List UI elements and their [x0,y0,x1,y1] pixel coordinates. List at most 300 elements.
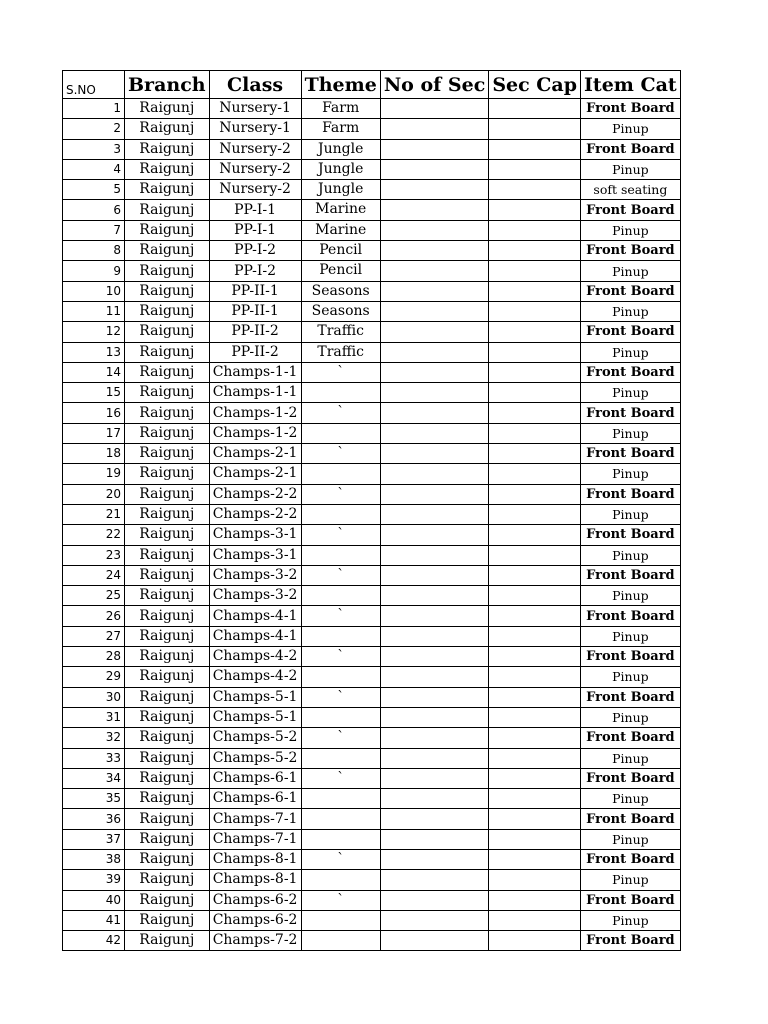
cell-item-cat: Front Board [581,931,681,951]
cell-no-of-sec [380,849,489,869]
cell-sec-cap [489,200,581,220]
cell-branch: Raigunj [125,281,210,301]
cell-item-cat: Pinup [581,870,681,890]
cell-item-cat: Front Board [581,241,681,261]
cell-branch: Raigunj [125,403,210,423]
cell-no-of-sec [380,728,489,748]
cell-class: Champs-1-1 [209,383,301,403]
cell-theme: Farm [301,119,380,139]
cell-no-of-sec [380,383,489,403]
cell-branch: Raigunj [125,626,210,646]
cell-sec-cap [489,931,581,951]
cell-sec-cap [489,403,581,423]
cell-branch: Raigunj [125,464,210,484]
cell-no-of-sec [380,484,489,504]
table-row [63,362,681,382]
cell-sec-cap [489,768,581,788]
cell-sno: 40 [63,890,125,910]
cell-item-cat: Front Board [581,728,681,748]
cell-branch: Raigunj [125,423,210,443]
cell-class: Champs-6-1 [209,789,301,809]
cell-item-cat: Front Board [581,139,681,159]
cell-no-of-sec [380,789,489,809]
table-row [63,525,681,545]
cell-item-cat: Pinup [581,667,681,687]
cell-sec-cap [489,890,581,910]
cell-sec-cap [489,728,581,748]
cell-item-cat: Front Board [581,890,681,910]
table-body [63,99,681,951]
cell-branch: Raigunj [125,647,210,667]
cell-sec-cap [489,383,581,403]
cell-sno: 15 [63,383,125,403]
cell-theme: Pencil [301,261,380,281]
cell-no-of-sec [380,200,489,220]
cell-no-of-sec [380,910,489,930]
cell-no-of-sec [380,139,489,159]
cell-item-cat: Front Board [581,200,681,220]
cell-branch: Raigunj [125,362,210,382]
cell-no-of-sec [380,667,489,687]
table-row [63,423,681,443]
cell-branch: Raigunj [125,667,210,687]
cell-theme [301,789,380,809]
cell-sno: 8 [63,241,125,261]
cell-item-cat: Pinup [581,545,681,565]
cell-class: Champs-1-2 [209,423,301,443]
cell-no-of-sec [380,99,489,119]
cell-no-of-sec [380,342,489,362]
cell-branch: Raigunj [125,525,210,545]
cell-no-of-sec [380,647,489,667]
cell-sec-cap [489,870,581,890]
cell-sno: 31 [63,707,125,727]
cell-class: Champs-8-1 [209,870,301,890]
cell-class: Champs-7-1 [209,829,301,849]
cell-theme: ` [301,565,380,585]
cell-sec-cap [489,322,581,342]
cell-item-cat: Pinup [581,464,681,484]
cell-branch: Raigunj [125,139,210,159]
cell-item-cat: Pinup [581,586,681,606]
cell-sno: 21 [63,504,125,524]
header-item-cat: Item Cat [581,71,681,99]
cell-branch: Raigunj [125,444,210,464]
cell-sno: 30 [63,687,125,707]
cell-sec-cap [489,545,581,565]
cell-theme [301,931,380,951]
cell-branch: Raigunj [125,180,210,200]
table-row [63,220,681,240]
cell-branch: Raigunj [125,606,210,626]
table-row [63,545,681,565]
cell-class: Champs-3-1 [209,525,301,545]
table-row [63,707,681,727]
cell-class: Champs-5-2 [209,728,301,748]
cell-sec-cap [489,707,581,727]
cell-no-of-sec [380,748,489,768]
table-row [63,687,681,707]
cell-item-cat: Pinup [581,910,681,930]
cell-sec-cap [489,261,581,281]
cell-theme: Traffic [301,322,380,342]
cell-no-of-sec [380,322,489,342]
cell-branch: Raigunj [125,870,210,890]
cell-sno: 6 [63,200,125,220]
cell-class: Champs-4-1 [209,606,301,626]
cell-no-of-sec [380,768,489,788]
cell-sno: 19 [63,464,125,484]
cell-sec-cap [489,565,581,585]
cell-item-cat: Front Board [581,403,681,423]
header-theme: Theme [301,71,380,99]
cell-branch: Raigunj [125,931,210,951]
cell-sno: 1 [63,99,125,119]
cell-theme [301,423,380,443]
table-row [63,565,681,585]
cell-theme: Farm [301,99,380,119]
cell-branch: Raigunj [125,119,210,139]
cell-no-of-sec [380,809,489,829]
cell-theme [301,626,380,646]
cell-sec-cap [489,281,581,301]
cell-theme [301,910,380,930]
cell-sec-cap [489,484,581,504]
table-row [63,444,681,464]
cell-item-cat: Pinup [581,261,681,281]
header-sno: S.NO [63,71,125,99]
cell-sec-cap [489,220,581,240]
cell-sno: 29 [63,667,125,687]
table-row [63,180,681,200]
header-no-of-sec: No of Sec [380,71,489,99]
cell-theme [301,586,380,606]
header-class: Class [209,71,301,99]
cell-class: Nursery-2 [209,159,301,179]
cell-sno: 20 [63,484,125,504]
cell-branch: Raigunj [125,707,210,727]
table-row [63,667,681,687]
table-row [63,626,681,646]
cell-item-cat: Pinup [581,383,681,403]
cell-item-cat: Pinup [581,220,681,240]
cell-branch: Raigunj [125,504,210,524]
cell-sec-cap [489,910,581,930]
cell-class: Champs-1-1 [209,362,301,382]
table-row [63,768,681,788]
table-row [63,849,681,869]
cell-theme: ` [301,849,380,869]
cell-theme: Pencil [301,241,380,261]
cell-sec-cap [489,99,581,119]
table-row [63,789,681,809]
cell-theme [301,383,380,403]
cell-class: Champs-4-2 [209,647,301,667]
cell-theme [301,748,380,768]
cell-sec-cap [489,525,581,545]
cell-sno: 37 [63,829,125,849]
cell-sno: 33 [63,748,125,768]
table-row [63,464,681,484]
cell-no-of-sec [380,261,489,281]
cell-class: Champs-8-1 [209,849,301,869]
cell-item-cat: Pinup [581,748,681,768]
cell-branch: Raigunj [125,809,210,829]
cell-item-cat: Front Board [581,444,681,464]
cell-branch: Raigunj [125,748,210,768]
cell-item-cat: Front Board [581,647,681,667]
cell-class: Champs-5-1 [209,687,301,707]
cell-no-of-sec [380,220,489,240]
cell-theme: Marine [301,220,380,240]
cell-sno: 3 [63,139,125,159]
cell-item-cat: Pinup [581,342,681,362]
table-row [63,99,681,119]
cell-sec-cap [489,667,581,687]
table-row [63,586,681,606]
cell-branch: Raigunj [125,220,210,240]
cell-sec-cap [489,748,581,768]
cell-no-of-sec [380,707,489,727]
cell-sno: 9 [63,261,125,281]
cell-sno: 22 [63,525,125,545]
table-row [63,504,681,524]
table-row [63,383,681,403]
cell-theme: ` [301,890,380,910]
cell-no-of-sec [380,119,489,139]
cell-item-cat: Front Board [581,484,681,504]
cell-sec-cap [489,626,581,646]
cell-sno: 41 [63,910,125,930]
cell-branch: Raigunj [125,890,210,910]
cell-item-cat: Pinup [581,707,681,727]
cell-theme: ` [301,606,380,626]
cell-sec-cap [489,586,581,606]
cell-sno: 23 [63,545,125,565]
cell-class: Champs-2-1 [209,444,301,464]
cell-theme [301,464,380,484]
table-row [63,281,681,301]
cell-branch: Raigunj [125,342,210,362]
cell-class: PP-II-1 [209,281,301,301]
cell-class: Champs-5-2 [209,748,301,768]
cell-sec-cap [489,504,581,524]
cell-theme: ` [301,768,380,788]
cell-theme: ` [301,728,380,748]
cell-theme: ` [301,647,380,667]
table-row [63,647,681,667]
cell-theme [301,504,380,524]
cell-sec-cap [489,606,581,626]
header-sec-cap: Sec Cap [489,71,581,99]
cell-branch: Raigunj [125,99,210,119]
header-branch: Branch [125,71,210,99]
cell-item-cat: Front Board [581,281,681,301]
cell-sno: 5 [63,180,125,200]
table-row [63,890,681,910]
cell-no-of-sec [380,423,489,443]
cell-sec-cap [489,119,581,139]
cell-branch: Raigunj [125,322,210,342]
cell-no-of-sec [380,525,489,545]
classroom-items-table [62,70,681,951]
cell-no-of-sec [380,504,489,524]
cell-theme: Marine [301,200,380,220]
cell-item-cat: Front Board [581,322,681,342]
cell-no-of-sec [380,281,489,301]
cell-no-of-sec [380,545,489,565]
cell-branch: Raigunj [125,545,210,565]
cell-branch: Raigunj [125,728,210,748]
cell-theme: ` [301,484,380,504]
cell-class: PP-I-1 [209,220,301,240]
table-row [63,403,681,423]
cell-branch: Raigunj [125,910,210,930]
cell-sno: 11 [63,301,125,321]
cell-sno: 42 [63,931,125,951]
table-row [63,200,681,220]
cell-no-of-sec [380,565,489,585]
cell-class: PP-II-2 [209,342,301,362]
table-row [63,931,681,951]
cell-class: Champs-7-1 [209,809,301,829]
cell-sno: 25 [63,586,125,606]
cell-no-of-sec [380,606,489,626]
cell-sec-cap [489,342,581,362]
cell-branch: Raigunj [125,586,210,606]
table-row [63,484,681,504]
cell-branch: Raigunj [125,565,210,585]
cell-sno: 36 [63,809,125,829]
cell-branch: Raigunj [125,261,210,281]
cell-theme [301,667,380,687]
cell-item-cat: soft seating [581,180,681,200]
table-row [63,301,681,321]
cell-sno: 7 [63,220,125,240]
cell-theme [301,707,380,727]
cell-sec-cap [489,464,581,484]
cell-no-of-sec [380,931,489,951]
cell-no-of-sec [380,403,489,423]
cell-class: Champs-4-1 [209,626,301,646]
cell-class: Champs-6-1 [209,768,301,788]
cell-branch: Raigunj [125,200,210,220]
cell-branch: Raigunj [125,301,210,321]
cell-sec-cap [489,444,581,464]
cell-class: Champs-7-2 [209,931,301,951]
cell-branch: Raigunj [125,383,210,403]
cell-class: PP-II-2 [209,322,301,342]
cell-branch: Raigunj [125,789,210,809]
cell-class: Champs-3-2 [209,586,301,606]
cell-item-cat: Pinup [581,159,681,179]
cell-theme: Jungle [301,180,380,200]
cell-sno: 13 [63,342,125,362]
cell-no-of-sec [380,890,489,910]
cell-sno: 12 [63,322,125,342]
cell-class: Champs-6-2 [209,890,301,910]
cell-sno: 4 [63,159,125,179]
cell-no-of-sec [380,687,489,707]
table-row [63,829,681,849]
cell-sno: 14 [63,362,125,382]
cell-theme: Seasons [301,301,380,321]
cell-sno: 16 [63,403,125,423]
cell-item-cat: Front Board [581,525,681,545]
cell-item-cat: Front Board [581,99,681,119]
cell-theme: Traffic [301,342,380,362]
cell-no-of-sec [380,444,489,464]
cell-sno: 28 [63,647,125,667]
cell-theme [301,829,380,849]
cell-item-cat: Pinup [581,423,681,443]
cell-branch: Raigunj [125,484,210,504]
cell-no-of-sec [380,464,489,484]
cell-sec-cap [489,301,581,321]
cell-class: PP-II-1 [209,301,301,321]
cell-item-cat: Front Board [581,768,681,788]
cell-item-cat: Front Board [581,362,681,382]
cell-theme [301,870,380,890]
cell-sno: 10 [63,281,125,301]
cell-theme [301,809,380,829]
cell-no-of-sec [380,586,489,606]
cell-class: Champs-2-2 [209,504,301,524]
cell-class: Nursery-1 [209,119,301,139]
cell-item-cat: Front Board [581,687,681,707]
cell-theme: ` [301,525,380,545]
table-row [63,606,681,626]
cell-sec-cap [489,139,581,159]
cell-theme: Jungle [301,159,380,179]
cell-branch: Raigunj [125,849,210,869]
table-row [63,728,681,748]
cell-sec-cap [489,241,581,261]
cell-sec-cap [489,423,581,443]
cell-theme: ` [301,687,380,707]
cell-class: PP-I-1 [209,200,301,220]
table-row [63,342,681,362]
table-row [63,870,681,890]
cell-item-cat: Front Board [581,565,681,585]
cell-item-cat: Front Board [581,606,681,626]
cell-sec-cap [489,180,581,200]
cell-item-cat: Pinup [581,829,681,849]
cell-sno: 26 [63,606,125,626]
cell-no-of-sec [380,180,489,200]
cell-sec-cap [489,809,581,829]
cell-no-of-sec [380,362,489,382]
cell-branch: Raigunj [125,241,210,261]
cell-theme: ` [301,362,380,382]
cell-class: Champs-2-2 [209,484,301,504]
cell-sno: 34 [63,768,125,788]
cell-sec-cap [489,159,581,179]
cell-class: Nursery-2 [209,180,301,200]
cell-sno: 27 [63,626,125,646]
cell-class: Champs-6-2 [209,910,301,930]
header-row [63,71,681,99]
cell-class: PP-I-2 [209,241,301,261]
cell-sno: 2 [63,119,125,139]
table-row [63,910,681,930]
cell-item-cat: Pinup [581,504,681,524]
cell-branch: Raigunj [125,159,210,179]
cell-class: Champs-3-2 [209,565,301,585]
cell-theme [301,545,380,565]
cell-sno: 32 [63,728,125,748]
table-row [63,322,681,342]
